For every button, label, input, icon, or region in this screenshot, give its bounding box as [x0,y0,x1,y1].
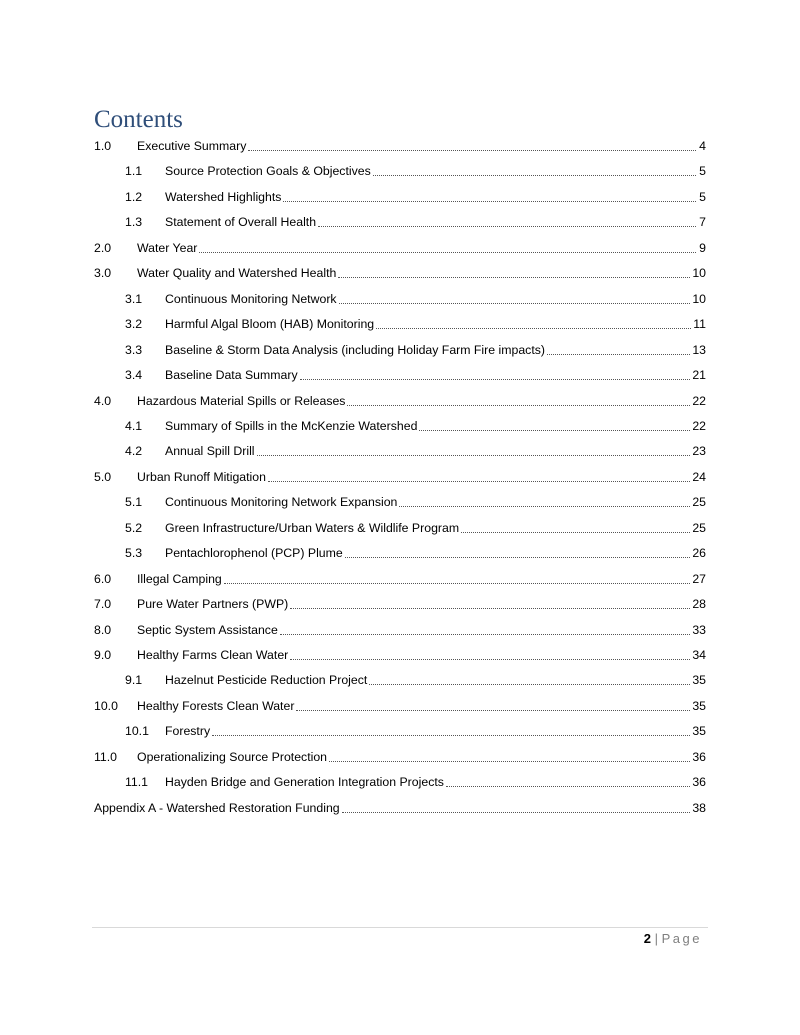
toc-entry-page: 5 [699,164,706,179]
toc-dot-leader [199,251,696,253]
toc-entry-number: 5.2 [125,520,143,535]
toc-entry[interactable] [94,159,706,179]
toc-entry[interactable] [94,796,706,816]
toc-entry-page: 35 [692,724,706,739]
toc-entry-label: Appendix A - Watershed Restoration Funding [94,800,340,815]
toc-entry-page: 11 [693,317,706,332]
toc-entry-number: 1.0 [94,139,112,153]
toc-dot-leader [446,785,690,787]
toc-dot-leader [296,709,690,711]
toc-entry-number: 1.3 [125,215,143,230]
toc-entry-page: 24 [692,469,706,484]
toc-dot-leader [347,404,690,406]
toc-dot-leader [399,505,690,507]
toc-entry-number: 11.1 [125,775,149,790]
toc-title: Contents [94,106,183,133]
toc-entry-label: Operationalizing Source Protection [137,749,328,764]
toc-entry[interactable] [94,363,706,383]
toc-dot-leader [280,633,691,635]
toc-entry-number: 3.3 [125,342,143,357]
toc-entry[interactable] [94,236,706,256]
toc-entry-page: 10 [692,266,706,281]
toc-dot-leader [300,378,691,380]
toc-entry-page: 9 [699,240,706,255]
footer-page-word: Page [661,931,702,946]
toc-entry[interactable] [94,516,706,536]
toc-entry-number: 5.1 [125,495,143,510]
toc-entry[interactable] [94,185,706,205]
toc-entry-number: 1.2 [125,189,143,204]
toc-entry[interactable] [94,618,706,638]
toc-entry-number: 1.1 [125,164,143,179]
toc-entry-label: Harmful Algal Bloom (HAB) Monitoring [165,317,375,332]
toc-entry-number: 9.0 [94,648,112,662]
toc-dot-leader [547,353,690,355]
toc-entry-page: 10 [692,291,706,306]
toc-dot-leader [369,683,690,685]
toc-entry[interactable] [94,490,706,510]
toc-entry-number: 5.3 [125,546,143,561]
toc-entry-label: Statement of Overall Health [165,215,317,230]
toc-entry-page: 38 [692,800,706,815]
toc-dot-leader [290,658,690,660]
toc-dot-leader [338,276,690,278]
toc-entry-label: Baseline Data Summary [165,368,298,383]
toc-dot-leader [376,327,691,329]
toc-entry-label: Watershed Highlights [165,189,282,204]
toc-entry[interactable] [94,134,706,154]
toc-entry-page: 36 [692,749,706,764]
toc-entry-label: Healthy Forests Clean Water [137,698,295,713]
toc-dot-leader [212,734,690,736]
toc-entry-label: Continuous Monitoring Network [165,291,337,306]
toc-entry-label: Urban Runoff Mitigation [137,469,266,484]
toc-entry-page: 26 [692,546,706,561]
toc-entry[interactable] [94,541,706,561]
footer-divider [92,927,708,928]
toc-entry-label: Water Quality and Watershed Health [137,266,337,281]
toc-dot-leader [342,811,691,813]
toc-entry-label: Pure Water Partners (PWP) [137,597,289,612]
toc-dot-leader [461,531,690,533]
toc-entry-page: 4 [699,139,706,153]
toc-dot-leader [283,200,696,202]
toc-entry[interactable] [94,668,706,688]
toc-entry-page: 33 [692,622,706,637]
toc-entry-page: 25 [692,520,706,535]
toc-entry-label: Summary of Spills in the McKenzie Watershed [165,418,418,433]
toc-entry-page: 28 [692,597,706,612]
toc-entry-label: Continuous Monitoring Network Expansion [165,495,398,510]
toc-entry[interactable] [94,567,706,587]
toc-entry-number: 3.1 [125,291,143,306]
page-footer [644,931,702,947]
toc-entry[interactable] [94,592,706,612]
toc-entry[interactable] [94,210,706,230]
toc-entry-label: Baseline & Storm Data Analysis (including Holiday Farm Fire impacts) [165,342,545,357]
toc-dot-leader [373,174,696,176]
toc-entry[interactable] [94,261,706,281]
toc-entry[interactable] [94,465,706,485]
toc-entry-number: 8.0 [94,622,112,637]
toc-entry-number: 7.0 [94,597,112,612]
toc-dot-leader [329,760,690,762]
toc-dot-leader [419,429,690,431]
toc-entry-label: Septic System Assistance [137,622,278,637]
toc-entry-page: 22 [692,418,706,433]
footer-page-number: 2 [643,931,651,946]
footer-separator: | [654,931,658,946]
toc-entry-label: Hayden Bridge and Generation Integration Projects [165,775,444,790]
toc-entry-label: Pentachlorophenol (PCP) Plume [165,546,343,561]
toc-entry[interactable] [94,643,706,663]
toc-dot-leader [318,225,696,227]
toc-entry[interactable] [94,389,706,409]
toc-entry-label: Source Protection Goals & Objectives [165,164,371,179]
toc-entry[interactable] [94,694,706,714]
toc-entry[interactable] [94,439,706,459]
toc-entry-label: Illegal Camping [137,571,222,586]
toc-entry-page: 35 [692,673,706,688]
toc-dot-leader [224,582,691,584]
toc-dot-leader [345,556,691,558]
toc-entry-number: 6.0 [94,571,112,586]
toc-dot-leader [257,454,691,456]
toc-entry-label: Executive Summary [137,139,247,153]
toc-entry[interactable] [94,287,706,307]
toc-entry-page: 7 [699,215,706,230]
toc-dot-leader [339,302,691,304]
toc-entry-page: 35 [692,698,706,713]
toc-dot-leader [268,480,690,482]
toc-dot-leader [290,607,690,609]
toc-entry-page: 27 [692,571,706,586]
toc-entry-number: 4.0 [94,393,112,408]
toc-entry[interactable] [94,719,706,739]
toc-entry-page: 34 [692,648,706,662]
toc-entry-number: 3.2 [125,317,143,332]
toc-entry-label: Hazardous Material Spills or Releases [137,393,346,408]
toc-entry-number: 11.0 [94,749,118,764]
toc-entry-page: 22 [692,393,706,408]
toc-entry-page: 5 [699,189,706,204]
toc-dot-leader [248,149,696,151]
toc-entry[interactable] [94,770,706,790]
toc-entry-page: 25 [692,495,706,510]
toc-entry-label: Water Year [137,240,198,255]
toc-entry[interactable] [94,745,706,765]
toc-entry-number: 5.0 [94,469,112,484]
toc-entry-number: 9.1 [125,673,143,688]
toc-entry-number: 2.0 [94,240,112,255]
toc-entry-number: 4.2 [125,444,143,459]
toc-entry-page: 13 [692,342,706,357]
toc-entry-number: 4.1 [125,418,143,433]
toc-entry[interactable] [94,414,706,434]
toc-entry-number: 10.0 [94,698,118,713]
toc-entry-page: 23 [692,444,706,459]
toc-entry-number: 3.4 [125,368,143,383]
toc-entry-label: Healthy Farms Clean Water [137,648,289,662]
toc-entry-label: Green Infrastructure/Urban Waters & Wildlife Program [165,520,460,535]
toc-entry-number: 10.1 [125,724,149,739]
toc-entry-page: 21 [692,368,706,383]
toc-entry[interactable] [94,312,706,332]
toc-entry-number: 3.0 [94,266,112,281]
toc-entry-label: Forestry [165,724,211,739]
toc-entry-page: 36 [692,775,706,790]
toc-entry-label: Annual Spill Drill [165,444,255,459]
toc-entry[interactable] [94,338,706,358]
toc-entry-label: Hazelnut Pesticide Reduction Project [165,673,368,688]
